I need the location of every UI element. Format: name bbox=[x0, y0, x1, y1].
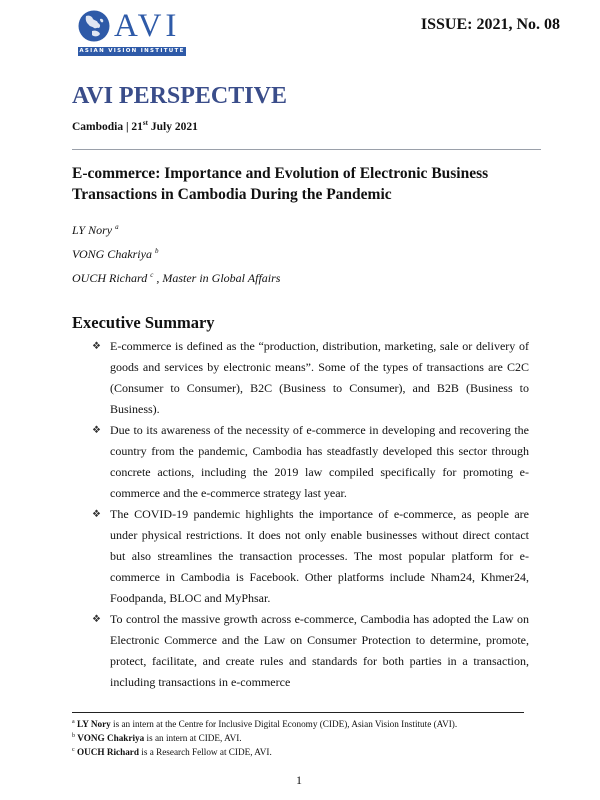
page-number: 1 bbox=[296, 773, 302, 787]
issue-label: ISSUE: 2021, No. 08 bbox=[420, 16, 560, 33]
author-item: VONG Chakriya $^b$ bbox=[72, 247, 159, 261]
diamond-bullet-icon: ❖ bbox=[92, 509, 101, 520]
diamond-bullet-icon: ❖ bbox=[92, 425, 101, 436]
footnote-item: $^a$ LY Nory is an intern at the Centre for Inclusive Digital Economy (CIDE), Asian Vision Institute (AVI). bbox=[72, 719, 458, 730]
date-suffix: st bbox=[142, 119, 148, 127]
logo-tagline: ASIAN VISION INSTITUTE bbox=[79, 48, 185, 54]
separator: | bbox=[126, 120, 129, 133]
list-item: ❖ The COVID-19 pandemic highlights the importance of e-commerce, as people are under physical restrictions. It does not only enable businesses without direct contact but also streamlines the transaction processes. The most popular platform for e-commerce in Cambodia is Facebook. Other platforms include Nham24, Khmer24, Foodpanda, BLOC and MyPhsar. bbox=[92, 504, 529, 609]
series-title: AVI PERSPECTIVE bbox=[72, 83, 287, 109]
header-divider bbox=[72, 149, 541, 150]
summary-bullet-list bbox=[92, 336, 529, 693]
list-item: ❖ E-commerce is defined as the “production, distribution, marketing, sale or delivery of goods and services by electronic means”. Some of the types of transactions are C2C (Consumer to Consumer), B2C (Business to Consumer), and B2B (Business to Business). bbox=[92, 336, 529, 420]
logo-text: AVI bbox=[114, 8, 181, 44]
diamond-bullet-icon: ❖ bbox=[92, 341, 101, 352]
date-rest: July 2021 bbox=[150, 120, 198, 133]
footnote-item: $^c$ OUCH Richard is a Research Fellow at CIDE, AVI. bbox=[72, 747, 272, 758]
author-item: LY Nory $^a$ bbox=[72, 223, 119, 237]
globe-icon bbox=[78, 10, 110, 42]
location-date bbox=[72, 119, 198, 133]
location: Cambodia bbox=[72, 120, 124, 133]
diamond-bullet-icon: ❖ bbox=[92, 614, 101, 625]
list-item: ❖ To control the massive growth across e-commerce, Cambodia has adopted the Law on Electronic Commerce and the Law on Consumer Protection to determine, promote, protect, facilitate, and create rules and standards for both parties in a transaction, including transactions in e-commerce bbox=[92, 609, 529, 693]
date-day: 21 bbox=[131, 120, 143, 133]
author-list bbox=[72, 217, 280, 289]
footnote-divider bbox=[72, 712, 524, 713]
avi-logo bbox=[78, 10, 196, 56]
executive-summary-heading: Executive Summary bbox=[72, 313, 215, 332]
article-title: E-commerce: Importance and Evolution of Electronic Business Transactions in Cambodia During the Pandemic bbox=[72, 165, 489, 203]
list-item: ❖ Due to its awareness of the necessity of e-commerce in developing and recovering the country from the pandemic, Cambodia has steadfastly developed this sector through concrete actions, including the 2019 law compiled specifically for promoting e-commerce and the e-commerce strategy last year. bbox=[92, 420, 529, 504]
author-item: OUCH Richard $^c$ , Master in Global Affairs bbox=[72, 271, 281, 285]
footnotes bbox=[72, 716, 457, 758]
footnote-item: $^b$ VONG Chakriya is an intern at CIDE, AVI. bbox=[72, 733, 242, 744]
